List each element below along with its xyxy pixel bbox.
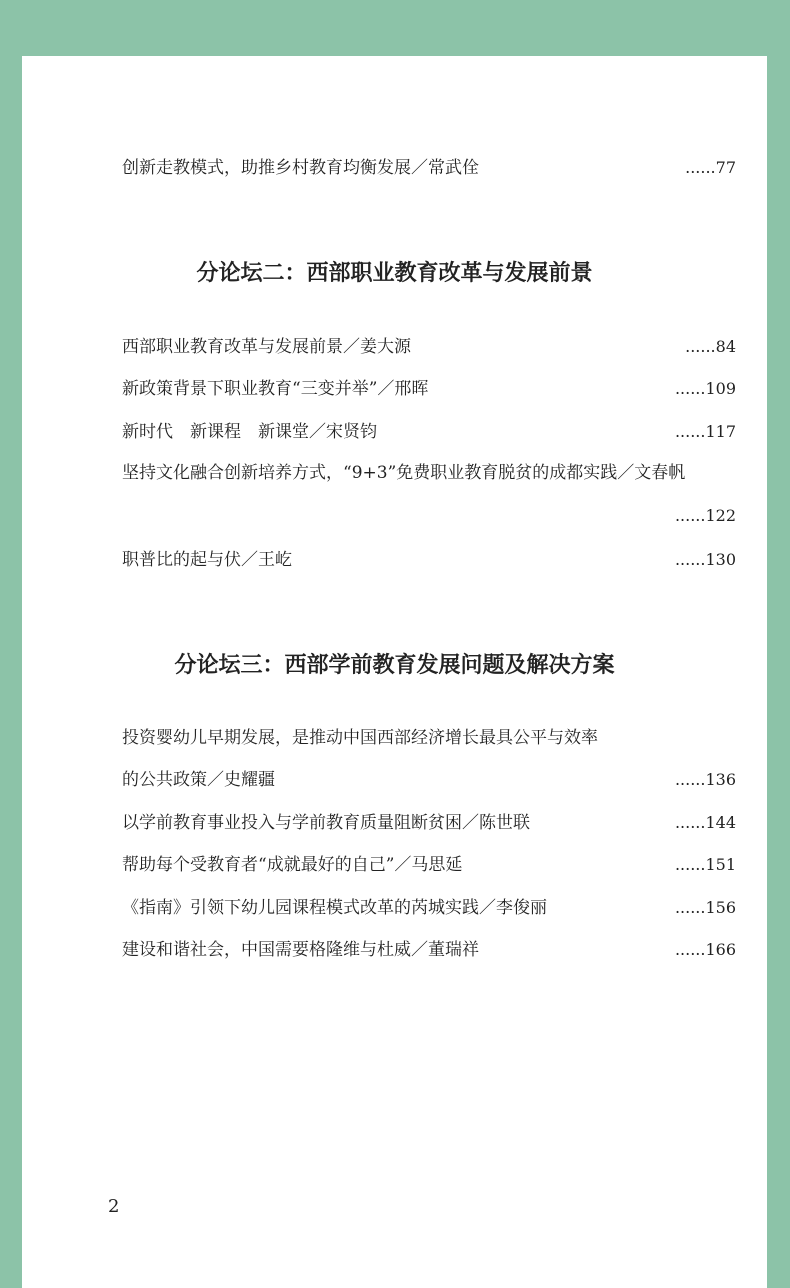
toc-entry-title: 新时代 新课程 新课堂／宋贤钧	[122, 422, 377, 442]
toc-entry-page: ......166	[674, 940, 736, 959]
toc-entry-page: ......77	[685, 158, 736, 177]
toc-entry-page: ......84	[685, 337, 736, 356]
toc-entry-title: 帮助每个受教育者“成就最好的自己”／马思延	[122, 855, 463, 875]
document-page	[22, 56, 767, 1288]
toc-entry-title: 投资婴幼儿早期发展，是推动中国西部经济增长最具公平与效率	[122, 728, 598, 748]
toc-entry-page: ......117	[674, 422, 736, 441]
page-number: 2	[108, 1196, 120, 1217]
section-heading: 分论坛二：西部职业教育改革与发展前景	[196, 260, 593, 286]
toc-entry-title-continued: 的公共政策／史耀疆	[122, 770, 275, 790]
toc-entry[interactable]	[122, 461, 736, 527]
toc-entry-title: 《指南》引领下幼儿园课程模式改革的芮城实践／李俊丽	[122, 898, 547, 918]
toc-entry-title: 坚持文化融合创新培养方式，“9+3”免费职业教育脱贫的成都实践／文春帆	[122, 463, 686, 483]
toc-entry-title: 创新走教模式，助推乡村教育均衡发展／常武佺	[122, 158, 479, 178]
toc-entry-title: 以学前教育事业投入与学前教育质量阻断贫困／陈世联	[122, 813, 530, 833]
toc-entry-title: 职普比的起与伏／王屹	[122, 550, 292, 570]
toc-entry-title: 新政策背景下职业教育“三变并举”／邢晖	[122, 379, 429, 399]
section-heading: 分论坛三：西部学前教育发展问题及解决方案	[174, 652, 615, 678]
toc-entry-page: ......109	[674, 379, 736, 398]
toc-entry-page: ......156	[674, 898, 736, 917]
toc-entry-page: ......144	[674, 813, 736, 832]
toc-entry-page: ......151	[674, 855, 736, 874]
toc-entry[interactable]	[122, 726, 736, 792]
toc-entry-page: ......122	[674, 506, 736, 525]
toc-entry-title: 建设和谐社会，中国需要格隆维与杜威／董瑞祥	[122, 940, 479, 960]
toc-entry-title: 西部职业教育改革与发展前景／姜大源	[122, 337, 411, 357]
toc-entry-page: ......136	[674, 770, 736, 789]
toc-entry-page: ......130	[674, 550, 736, 569]
